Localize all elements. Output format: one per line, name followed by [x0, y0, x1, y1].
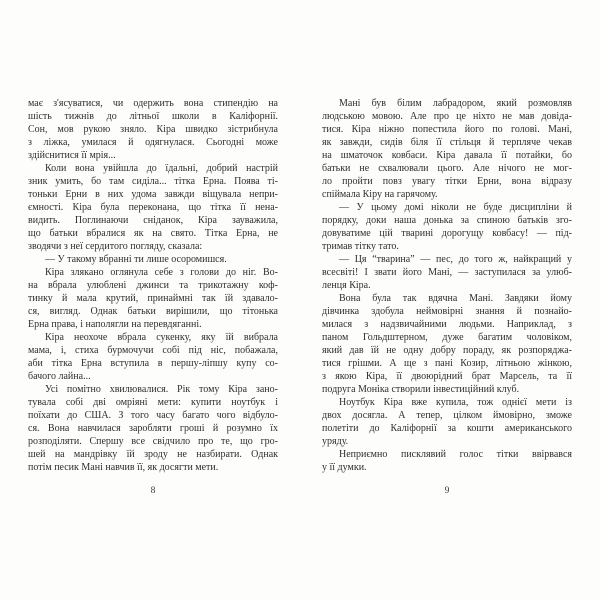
page-left-text: [28, 97, 278, 474]
text-line: тися грішми. А ще з пані Козир, літньою жінкою,: [322, 358, 572, 369]
text-line: людською мовою. Але про це ніхто не мав довіда-: [322, 111, 572, 122]
paragraph: [28, 383, 278, 474]
text-line: Кіра неохоче вбрала сукенку, яку їй вибрала: [45, 332, 278, 343]
text-line: зник умить, бо там сиділа... тітка Ерна. Поява ті-: [28, 176, 278, 187]
text-line: — У цьому домі ніколи не буде дисципліни й: [339, 202, 572, 213]
text-line: ся. Вона навчилася заробляти гроші й розумно їх: [28, 423, 278, 434]
text-line: тоньки Ерни в них удома завжди віщувала непри-: [28, 189, 278, 200]
text-line: потім песик Мані навчив її, як досягти мети.: [28, 462, 219, 473]
text-line: що батьки вбралися як на свято. Тітка Ерна, не: [28, 228, 278, 239]
text-line: Мані був білим лабрадором, який розмовляв: [339, 98, 572, 109]
text-line: довуватиме цій тварині дорогущу ковбасу! — під-: [322, 228, 572, 239]
paragraph: [322, 201, 572, 253]
paragraph: [322, 253, 572, 292]
text-line: дівчинка здобула неймовірні знання й познайо-: [322, 306, 572, 317]
text-line: тримав тітку тато.: [322, 241, 399, 252]
text-line: всесвіті! І звати його Мані, — заступилася за улюб-: [322, 267, 572, 278]
paragraph: [322, 448, 572, 474]
text-line: батьки не схвалювали цього. Але нічого не мог-: [322, 163, 572, 174]
text-line: — Ця “тварина” — пес, до того ж, найкращий у: [339, 254, 572, 265]
text-line: з якою Кіра, її двоюрідний брат Марсель, та її: [322, 371, 572, 382]
text-line: уряду.: [322, 436, 349, 447]
text-line: бачого лайна...: [28, 371, 91, 382]
page-number-right: 9: [444, 486, 450, 496]
text-line: ємності. Кіра була переконана, що тітка її нена-: [28, 202, 278, 213]
text-line: який дав їй не одну добру пораду, як розпоряджа-: [322, 345, 572, 356]
text-line: — У такому вбранні ти лише осоромишся.: [45, 254, 227, 265]
text-line: на шматочок ковбаси. Кіра давала її потайки, бо: [322, 150, 572, 161]
paragraph: [322, 396, 572, 448]
text-line: тися. Кіра ніжно попестила його по голові. Мані,: [322, 124, 572, 135]
text-line: полетіти до Каліфорнії за кошти американського: [322, 423, 572, 434]
text-line: ся, вигляд. Однак батьки вирішили, що тітонька: [28, 306, 278, 317]
paragraph: [28, 97, 278, 162]
text-line: як завжди, сидів біля її стільця й терпляче чекав: [322, 137, 572, 148]
text-line: зводячи з неї сердитого погляду, сказала:: [28, 241, 203, 252]
text-line: порядку, доки наша донька за спиною батьків зго-: [322, 215, 572, 226]
text-line: має з'ясуватися, чи одержить вона стипендію на: [28, 98, 278, 109]
paragraph: [28, 162, 278, 253]
text-line: тувала собі дві омріяні мети: купити ноутбук і: [28, 397, 278, 408]
text-line: тинку й мала крутий, принаймні так їй здавало-: [28, 293, 278, 304]
text-line: Неприємно писклявий голос тітки ввірвався: [339, 449, 572, 460]
text-line: у її думки.: [322, 462, 367, 473]
paragraph: [322, 292, 572, 396]
text-line: Коли вона увійшла до їдальні, добрий настрій: [45, 163, 278, 174]
text-line: аби тітка Ерна вступила в першу-ліпшу купу со-: [28, 358, 278, 369]
text-line: Ноутбук Кіра вже купила, тож однієї мети із: [339, 397, 572, 408]
text-line: поїхати до США. З того часу багато чого відбуло-: [28, 410, 278, 421]
text-line: паном Гольдштерном, дуже багатим чоловіком,: [322, 332, 572, 343]
text-line: на вбрала улюблені джинси та трикотажну коф-: [28, 280, 278, 291]
text-line: спіймала Кіру на гарячому.: [322, 189, 438, 200]
paragraph: [322, 97, 572, 201]
text-line: Кіра злякано оглянула себе з голови до ніг. Во-: [45, 267, 278, 278]
paragraph: [28, 253, 278, 266]
text-line: милася з надзвичайними людьми. Наприклад, з: [322, 319, 572, 330]
page-right-text: [322, 97, 572, 474]
text-line: подруга Моніка створили інвестиційний клуб.: [322, 384, 520, 395]
text-line: Ерна права, і наполягли на перевдяганні.: [28, 319, 202, 330]
text-line: Усі помітно хвилювалися. Рік тому Кіра зано-: [45, 384, 278, 395]
paragraph: [28, 331, 278, 383]
text-line: ло пройти повз увагу тітки Ерни, вона відразу: [322, 176, 572, 187]
text-line: здійснитися її мрія...: [28, 150, 116, 161]
text-line: з ліжка, умилася й одягнулася. Сьогодні може: [28, 137, 278, 148]
text-line: шість тижнів до літньої школи в Каліфорнії.: [28, 111, 278, 122]
text-line: видить. Поглинаючи сніданок, Кіра зауважила,: [28, 215, 278, 226]
text-line: Сон, мов рукою зняло. Кіра швидко зістрибнула: [28, 124, 278, 135]
page-number-left: 8: [150, 486, 156, 496]
text-line: Вона була так вдячна Мані. Завдяки йому: [339, 293, 572, 304]
text-line: двох досягла. А тепер, цілком ймовірно, зможе: [322, 410, 572, 421]
text-line: розподіляти. Спершу все свідчило про те, що гро-: [28, 436, 278, 447]
text-line: мама, і, стиха бурмочучи собі під ніс, побажала,: [28, 345, 278, 356]
text-line: шей на мандрівку їй зроду не назбирати. Однак: [28, 449, 278, 460]
text-line: ленця Кіра.: [322, 280, 371, 291]
paragraph: [28, 266, 278, 331]
